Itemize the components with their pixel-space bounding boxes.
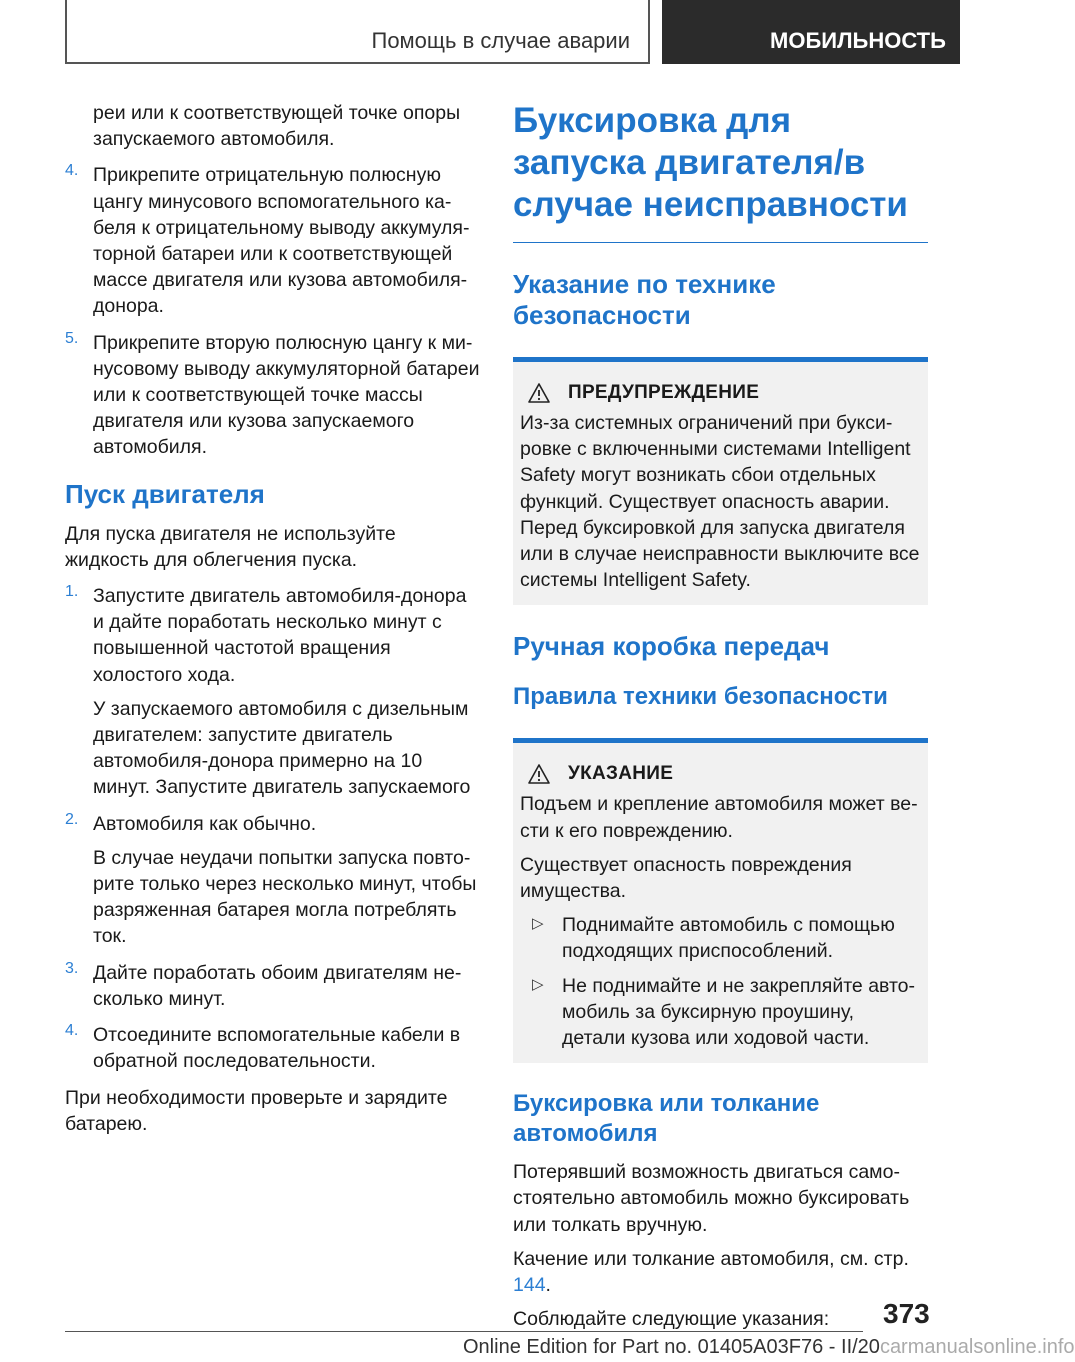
step-number: 4. <box>65 162 79 180</box>
towing-text: Потерявший возможность двигаться самостоятельно автомобиль можно буксировать или толкать вручную. <box>513 1161 910 1236</box>
step-number: 4. <box>65 1022 79 1040</box>
warning-label: ПРЕДУПРЕЖДЕНИЕ <box>568 382 760 403</box>
safety-heading: Указание по технике безопасности <box>513 269 776 330</box>
warning-box <box>513 357 928 605</box>
continued-text: реи или к соответствующей точке опоры запускаемого автомобиля. <box>93 102 461 151</box>
title-divider <box>513 242 928 243</box>
notice-box <box>513 738 928 1063</box>
page-number: 373 <box>883 1298 930 1329</box>
footer-edition: Online Edition for Part no. 01405A03F76 - II/20carmanualsonline.info <box>463 1336 1075 1358</box>
footer-divider <box>65 1331 863 1332</box>
warning-triangle-icon <box>528 764 550 784</box>
bullet-triangle-icon: ▷ <box>532 915 544 933</box>
closing-text: При необходимости проверьте и зарядите батарею. <box>65 1086 448 1135</box>
step-text: Прикрепите вторую полюсную цангу к минусовому выводу аккумуляторной батареи или к соответствующей точке массы двигателя или кузова запускаемого автомобиля. <box>93 331 480 459</box>
list-item <box>520 912 922 964</box>
intro-text: Для пуска двигателя не используйте жидкость для облегчения пуска. <box>65 522 396 571</box>
step-text: Прикрепите отрицательную полюсную цангу минусового вспомогательного кабеля к отрицательному выводу аккумуляторной батареи или к соответствующей массе двигателя или кузова автомобиля-донора. <box>93 164 470 318</box>
list-item <box>65 1022 480 1074</box>
towing-heading: Буксировка или толкание автомобиля <box>513 1090 820 1148</box>
list-item <box>65 583 480 801</box>
bullet-triangle-icon: ▷ <box>532 975 544 993</box>
chapter-tab[interactable]: МОБИЛЬНОСТЬ <box>662 0 960 64</box>
step-note: У запускаемого автомобиля с дизельным двигателем: запустите двигатель автомобиля-донора примерно на 10 минут. Запустите двигатель запускаемого <box>93 697 471 799</box>
page-link[interactable]: 144 <box>513 1274 546 1297</box>
notice-text: Существует опасность повреждения имущества. <box>520 853 852 903</box>
safety-rules-heading: Правила техники безопасности <box>513 683 888 711</box>
step-text: Запустите двигатель автомобиля-донора и дайте поработать несколько минут с повышенной частотой вращения холостого хода. <box>93 585 467 686</box>
right-column <box>513 100 928 1332</box>
warning-triangle-icon <box>528 383 550 403</box>
engine-start-heading: Пуск двигателя <box>65 478 265 509</box>
step-text: Отсоедините вспомогательные кабели в обратной последовательности. <box>93 1024 461 1073</box>
manual-gearbox-heading: Ручная коробка передач <box>513 631 830 662</box>
section-title: Помощь в случае аварии <box>371 28 630 53</box>
observe-text: Соблюдайте следующие указания: <box>513 1308 830 1331</box>
bullet-text: Не поднимайте и не закрепляйте автомобиль за буксирную проушину, детали кузова или ходовой части. <box>562 974 916 1050</box>
notice-text: Подъем и крепление автомобиля может вести к его повреждению. <box>520 793 918 842</box>
notice-label: УКАЗАНИЕ <box>568 763 674 785</box>
list-item <box>65 960 480 1012</box>
rolling-text: Качение или толкание автомобиля, см. стр. 144. <box>513 1247 909 1297</box>
step-number: 1. <box>65 583 79 601</box>
step-number: 5. <box>65 329 79 347</box>
step-text: Автомобиля как обычно. <box>93 812 317 835</box>
list-item <box>65 811 480 950</box>
bullet-text: Поднимайте автомобиль с помощью подходящих приспособлений. <box>562 914 895 963</box>
list-item <box>520 973 922 1052</box>
page-title: Буксировка для запуска двигателя/в случае неисправности <box>513 101 908 224</box>
warning-text: Из-за системных ограничений при буксировке с включенными системами Intelligent Safety могут возникать сбои отдельных функций. Существует опасность аварии. Перед буксировкой для запуска двигателя или в случае неисправности выключите все системы Intelligent Safety. <box>520 412 920 592</box>
list-item <box>65 162 480 319</box>
step-number: 3. <box>65 959 79 977</box>
step-text: Дайте поработать обоим двигателям несколько минут. <box>93 961 462 1010</box>
step-number: 2. <box>65 810 79 828</box>
list-item <box>65 330 480 461</box>
step-note: В случае неудачи попытки запуска повторите только через несколько минут, чтобы разряженная батарея могла потреблять ток. <box>93 846 477 948</box>
left-column <box>65 100 480 1137</box>
watermark: carmanualsonline.info <box>879 1336 1075 1358</box>
